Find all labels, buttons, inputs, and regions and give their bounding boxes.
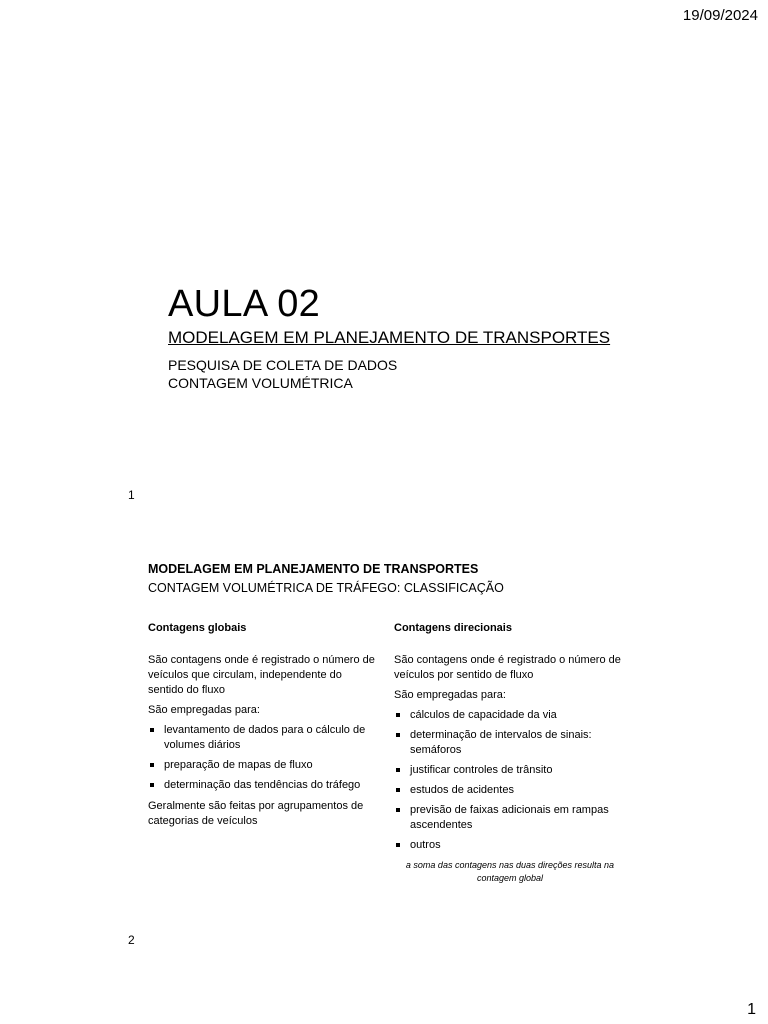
- list-item-text: outros: [410, 839, 441, 851]
- square-bullet-icon: [150, 763, 154, 767]
- list-item-text: determinação das tendências do tráfego: [164, 779, 361, 791]
- slide-1-topics: [168, 356, 397, 392]
- list-item: [148, 778, 380, 793]
- column-footer: Geralmente são feitas por agrupamentos de categorias de veículos: [148, 800, 364, 827]
- list-item-text: estudos de acidentes: [410, 784, 514, 796]
- square-bullet-icon: [396, 768, 400, 772]
- global-counts-column: [148, 621, 380, 834]
- column-title: Contagens direcionais: [394, 622, 512, 634]
- list-item-text: justificar controles de trânsito: [410, 764, 553, 776]
- square-bullet-icon: [396, 733, 400, 737]
- slide-2-heading: MODELAGEM EM PLANEJAMENTO DE TRANSPORTES: [148, 562, 479, 576]
- slide-1-subtitle: MODELAGEM EM PLANEJAMENTO DE TRANSPORTES: [168, 328, 611, 347]
- list-item: [394, 708, 626, 723]
- slide-2-subheading: CONTAGEM VOLUMÉTRICA DE TRÁFEGO: CLASSIFICAÇÃO: [148, 581, 504, 595]
- square-bullet-icon: [396, 713, 400, 717]
- square-bullet-icon: [396, 808, 400, 812]
- list-item-text: determinação de intervalos de sinais: semáforos: [410, 729, 592, 756]
- slide-1-title: AULA 02: [168, 283, 321, 325]
- list-item-text: previsão de faixas adicionais em rampas ascendentes: [410, 804, 609, 831]
- slide-1-number: 1: [128, 488, 135, 502]
- sum-note: a soma das contagens nas duas direções resulta na contagem global: [405, 860, 615, 883]
- page-number: 1: [747, 1001, 756, 1018]
- list-item-text: cálculos de capacidade da via: [410, 709, 557, 721]
- uses-label: São empregadas para:: [394, 689, 506, 701]
- list-item: [148, 758, 380, 773]
- list-item: [394, 763, 626, 778]
- column-title: Contagens globais: [148, 622, 247, 634]
- square-bullet-icon: [150, 728, 154, 732]
- slide-1-topic: CONTAGEM VOLUMÉTRICA: [168, 375, 353, 391]
- list-item-text: preparação de mapas de fluxo: [164, 759, 313, 771]
- uses-label: São empregadas para:: [148, 704, 260, 716]
- column-description: São contagens onde é registrado o número de veículos que circulam, independente do sentido do fluxo: [148, 654, 375, 696]
- list-item: [394, 783, 626, 798]
- square-bullet-icon: [396, 788, 400, 792]
- slide-2-number: 2: [128, 933, 135, 947]
- slide-1-topic: PESQUISA DE COLETA DE DADOS: [168, 357, 398, 373]
- column-description: São contagens onde é registrado o número de veículos por sentido de fluxo: [394, 654, 621, 681]
- square-bullet-icon: [396, 843, 400, 847]
- uses-list: [148, 723, 380, 793]
- list-item: [394, 838, 626, 853]
- print-date: 19/09/2024: [682, 7, 758, 24]
- list-item: [394, 803, 626, 833]
- list-item: [148, 723, 380, 753]
- list-item: [394, 728, 626, 758]
- square-bullet-icon: [150, 783, 154, 787]
- directional-counts-column: [394, 621, 626, 885]
- list-item-text: levantamento de dados para o cálculo de volumes diários: [164, 724, 366, 751]
- uses-list: [394, 708, 626, 853]
